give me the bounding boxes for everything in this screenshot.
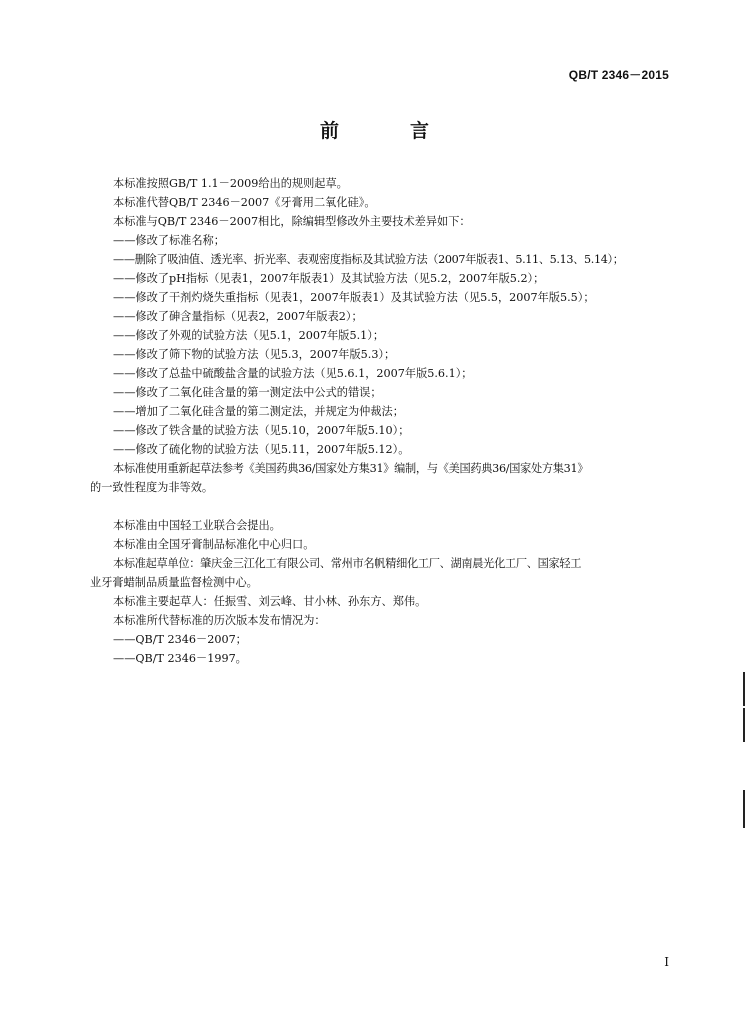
history-item: ——QB/T 2346－2007； (113, 633, 247, 646)
change-item: ——修改了pH指标（见表1，2007年版表1）及其试验方法（见5.2，2007年版5.2）； (113, 272, 545, 285)
change-item: ——修改了二氧化硅含量的第一测定法中公式的错误； (113, 386, 382, 399)
history-item: ——QB/T 2346－1997。 (113, 652, 247, 665)
page-title: 前 言 (319, 120, 455, 142)
consistency-paragraph-line2: 的一致性程度为非等效。 (90, 481, 214, 494)
change-item: ——修改了干剂灼烧失重指标（见表1，2007年版表1）及其试验方法（见5.5，2007年版5.5）； (113, 291, 595, 304)
change-item: ——修改了砷含量指标（见表2，2007年版表2）； (113, 310, 363, 323)
change-item: ——修改了筛下物的试验方法（见5.3，2007年版5.3）； (113, 348, 396, 361)
drafters-paragraph: 本标准主要起草人：任振雪、刘云峰、甘小林、孙东方、郑伟。 (113, 595, 427, 608)
scan-edge-mark (743, 708, 745, 742)
change-item: ——修改了总盐中硫酸盐含量的试验方法（见5.6.1，2007年版5.6.1）； (113, 367, 473, 380)
proposer-paragraph: 本标准由中国轻工业联合会提出。 (113, 519, 281, 532)
differences-intro-paragraph: 本标准与QB/T 2346－2007相比，除编辑型修改外主要技术差异如下： (113, 215, 471, 228)
drafting-rule-paragraph: 本标准按照GB/T 1.1－2009给出的规则起草。 (113, 177, 348, 190)
scan-edge-mark (743, 672, 745, 706)
change-item: ——修改了硫化物的试验方法（见5.11，2007年版5.12）。 (113, 443, 410, 456)
page-number: I (664, 955, 669, 969)
change-item: ——删除了吸油值、透光率、折光率、表观密度指标及其试验方法（2007年版表1、5.11、5.13、5.14）； (113, 253, 624, 266)
history-intro-paragraph: 本标准所代替标准的历次版本发布情况为： (113, 614, 326, 627)
drafting-units-line2: 业牙膏蜡制品质量监督检测中心。 (90, 576, 258, 589)
scan-edge-mark (743, 790, 745, 828)
change-item: ——修改了外观的试验方法（见5.1，2007年版5.1）； (113, 329, 385, 342)
standard-code-header: QB/T 2346－2015 (568, 68, 669, 82)
change-item: ——增加了二氧化硅含量的第二测定法，并规定为仲裁法； (113, 405, 404, 418)
foreword-body (90, 174, 670, 668)
drafting-units-line1: 本标准起草单位：肇庆金三江化工有限公司、常州市名帆精细化工厂、湖南晨光化工厂、国家轻工 (113, 557, 582, 570)
replacement-paragraph: 本标准代替QB/T 2346－2007《牙膏用二氧化硅》。 (113, 196, 376, 209)
consistency-paragraph-line1: 本标准使用重新起草法参考《美国药典36/国家处方集31》编制，与《美国药典36/国家处方集31》 (113, 462, 589, 475)
change-item: ——修改了铁含量的试验方法（见5.10，2007年版5.10）； (113, 424, 410, 437)
change-item: ——修改了标准名称； (113, 234, 225, 247)
owner-paragraph: 本标准由全国牙膏制品标准化中心归口。 (113, 538, 315, 551)
